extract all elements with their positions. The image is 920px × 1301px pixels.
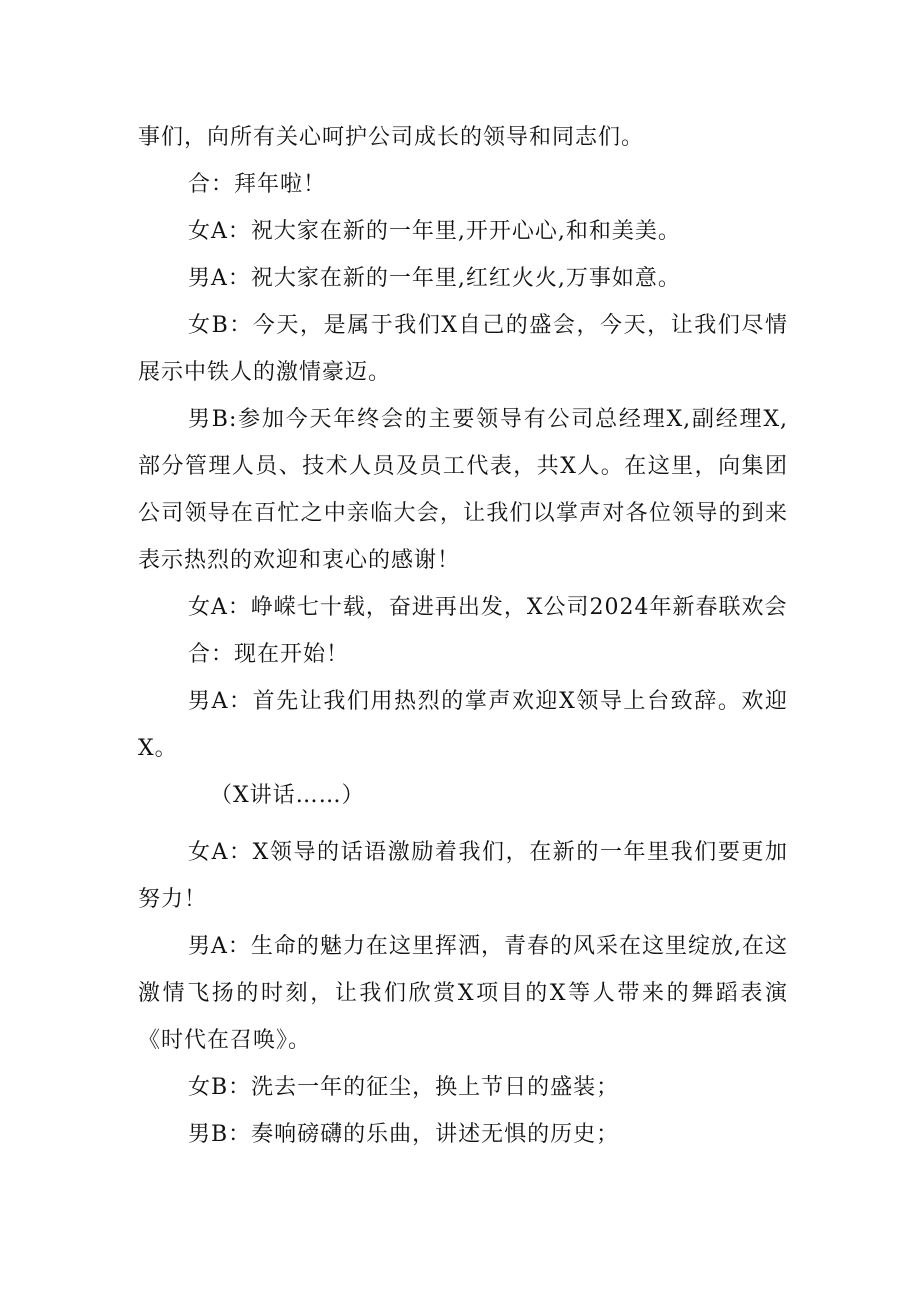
paragraph-13: 女B：洗去一年的征尘，换上节日的盛装； bbox=[188, 1075, 620, 1100]
document-body bbox=[138, 114, 788, 1158]
paragraph-9: 男A：首先让我们用热烈的掌声欢迎X领导上台致辞。欢迎X。 bbox=[138, 689, 788, 761]
paragraph-3: 女A：祝大家在新的一年里,开开心心,和和美美。 bbox=[188, 219, 681, 244]
paragraph-8: 合：现在开始！ bbox=[188, 642, 350, 667]
paragraph-12: 男A：生命的魅力在这里挥洒，青春的风采在这里绽放,在这激情飞扬的时刻，让我们欣赏X项目的X等人带来的舞蹈表演《时代在召唤》。 bbox=[138, 934, 788, 1053]
paragraph-5: 女B：今天，是属于我们X自己的盛会，今天，让我们尽情展示中铁人的激情豪迈。 bbox=[138, 313, 788, 385]
stage-note: （X讲话……） bbox=[210, 783, 365, 808]
paragraph-7: 女A：峥嵘七十载，奋进再出发，X公司2024年新春联欢会 bbox=[188, 595, 788, 620]
paragraph-1: 事们，向所有关心呵护公司成长的领导和同志们。 bbox=[138, 125, 645, 150]
paragraph-11: 女A：X领导的话语激励着我们，在新的一年里我们要更加努力！ bbox=[138, 840, 788, 912]
paragraph-2: 合：拜年啦！ bbox=[188, 172, 327, 197]
paragraph-6: 男B:参加今天年终会的主要领导有公司总经理X,副经理X,部分管理人员、技术人员及员工代表，共X人。在这里，向集团公司领导在百忙之中亲临大会，让我们以掌声对各位领导的到来表示热烈的欢迎和衷心的感谢！ bbox=[138, 407, 788, 573]
paragraph-4: 男A：祝大家在新的一年里,红红火火,万事如意。 bbox=[188, 266, 681, 291]
paragraph-14: 男B：奏响磅礴的乐曲，讲述无惧的历史； bbox=[188, 1122, 620, 1147]
